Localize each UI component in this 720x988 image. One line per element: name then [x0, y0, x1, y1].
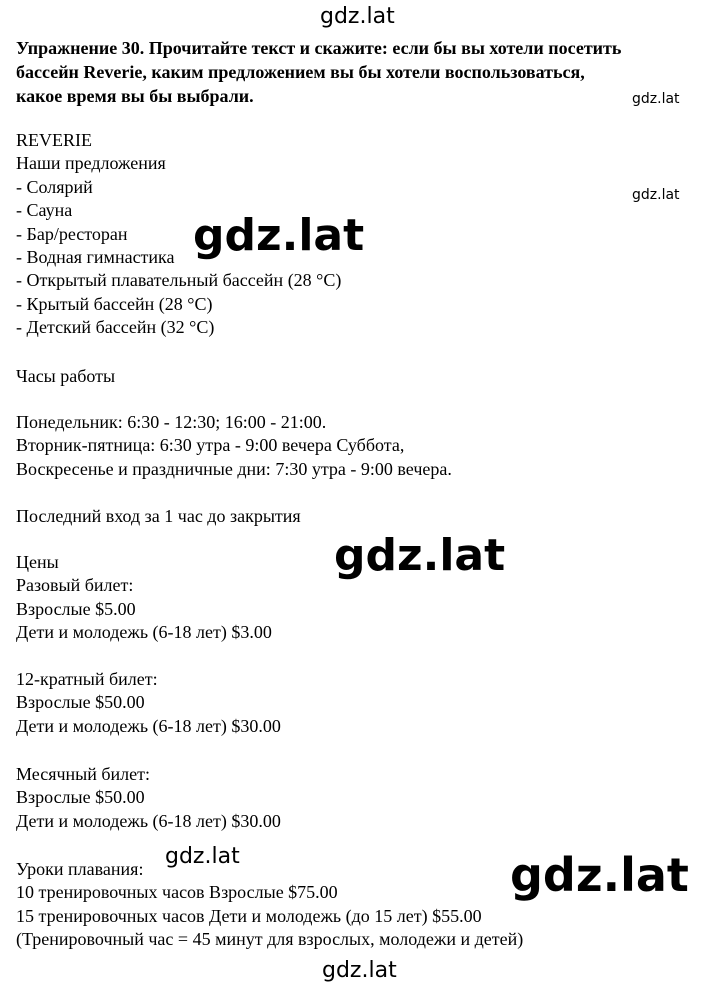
watermark: gdz.lat [334, 530, 506, 581]
prices-twelve [16, 668, 281, 738]
hours-line: Воскресенье и праздничные дни: 7:30 утра - 9:00 вечера. [16, 458, 452, 479]
offer-item: - Открытый плавательный бассейн (28 °C) [16, 270, 342, 291]
price-adults: Взрослые $5.00 [16, 598, 136, 619]
hours-heading [16, 365, 115, 388]
lesson-line: (Тренировочный час = 45 минут для взрослых, молодежи и детей) [16, 929, 524, 950]
ticket-label: Разовый билет: [16, 575, 134, 596]
ticket-label: Месячный билет: [16, 764, 151, 784]
price-adults: Взрослые $50.00 [16, 787, 145, 808]
price-adults: Взрослые $50.00 [16, 692, 145, 713]
watermark: gdz.lat [320, 4, 395, 29]
last-entry [16, 505, 301, 528]
offer-item: - Сауна [16, 200, 73, 221]
offer-item: - Детский бассейн (32 °C) [16, 317, 215, 338]
watermark: gdz.lat [632, 187, 680, 203]
watermark: gdz.lat [193, 210, 365, 261]
watermark: gdz.lat [632, 91, 680, 107]
price-kids: Дети и молодежь (6-18 лет) $30.00 [16, 715, 281, 736]
watermark: gdz.lat [322, 958, 397, 983]
offer-item: - Солярий [16, 176, 93, 197]
price-kids: Дети и молодежь (6-18 лет) $30.00 [16, 810, 281, 831]
hours-section [16, 411, 452, 481]
lesson-line: 10 тренировочных часов Взрослые $75.00 [16, 882, 338, 903]
task-line: бассейн Reverie, каким предложением вы бы хотели воспользоваться, [16, 62, 585, 82]
task-line: Упражнение 30. Прочитайте текст и скажите: если бы вы хотели посетить [16, 38, 622, 58]
hours-line: Понедельник: 6:30 - 12:30; 16:00 - 21:00. [16, 412, 327, 432]
prices-monthly [16, 763, 281, 833]
ticket-label: 12-кратный билет: [16, 669, 158, 689]
offer-item: - Бар/ресторан [16, 223, 128, 244]
watermark: gdz.lat [510, 848, 689, 902]
prices-single [16, 551, 272, 645]
lesson-line: 15 тренировочных часов Дети и молодежь (до 15 лет) $55.00 [16, 905, 482, 926]
lessons-section [16, 858, 523, 952]
hours-title: Часы работы [16, 366, 116, 386]
watermark: gdz.lat [165, 844, 240, 869]
offer-item: - Водная гимнастика [16, 246, 175, 267]
task-line: какое время вы бы выбрали. [16, 86, 254, 106]
offer-item: - Крытый бассейн (28 °C) [16, 293, 213, 314]
offers-heading: Наши предложения [16, 153, 166, 174]
prices-heading: Цены [16, 552, 59, 572]
last-entry-text: Последний вход за 1 час до закрытия [16, 506, 301, 526]
pool-name: REVERIE [16, 130, 92, 150]
lessons-heading: Уроки плавания: [16, 859, 144, 879]
price-kids: Дети и молодежь (6-18 лет) $3.00 [16, 622, 272, 643]
hours-line: Вторник-пятница: 6:30 утра - 9:00 вечера Суббота, [16, 435, 405, 456]
task-statement [16, 36, 716, 108]
